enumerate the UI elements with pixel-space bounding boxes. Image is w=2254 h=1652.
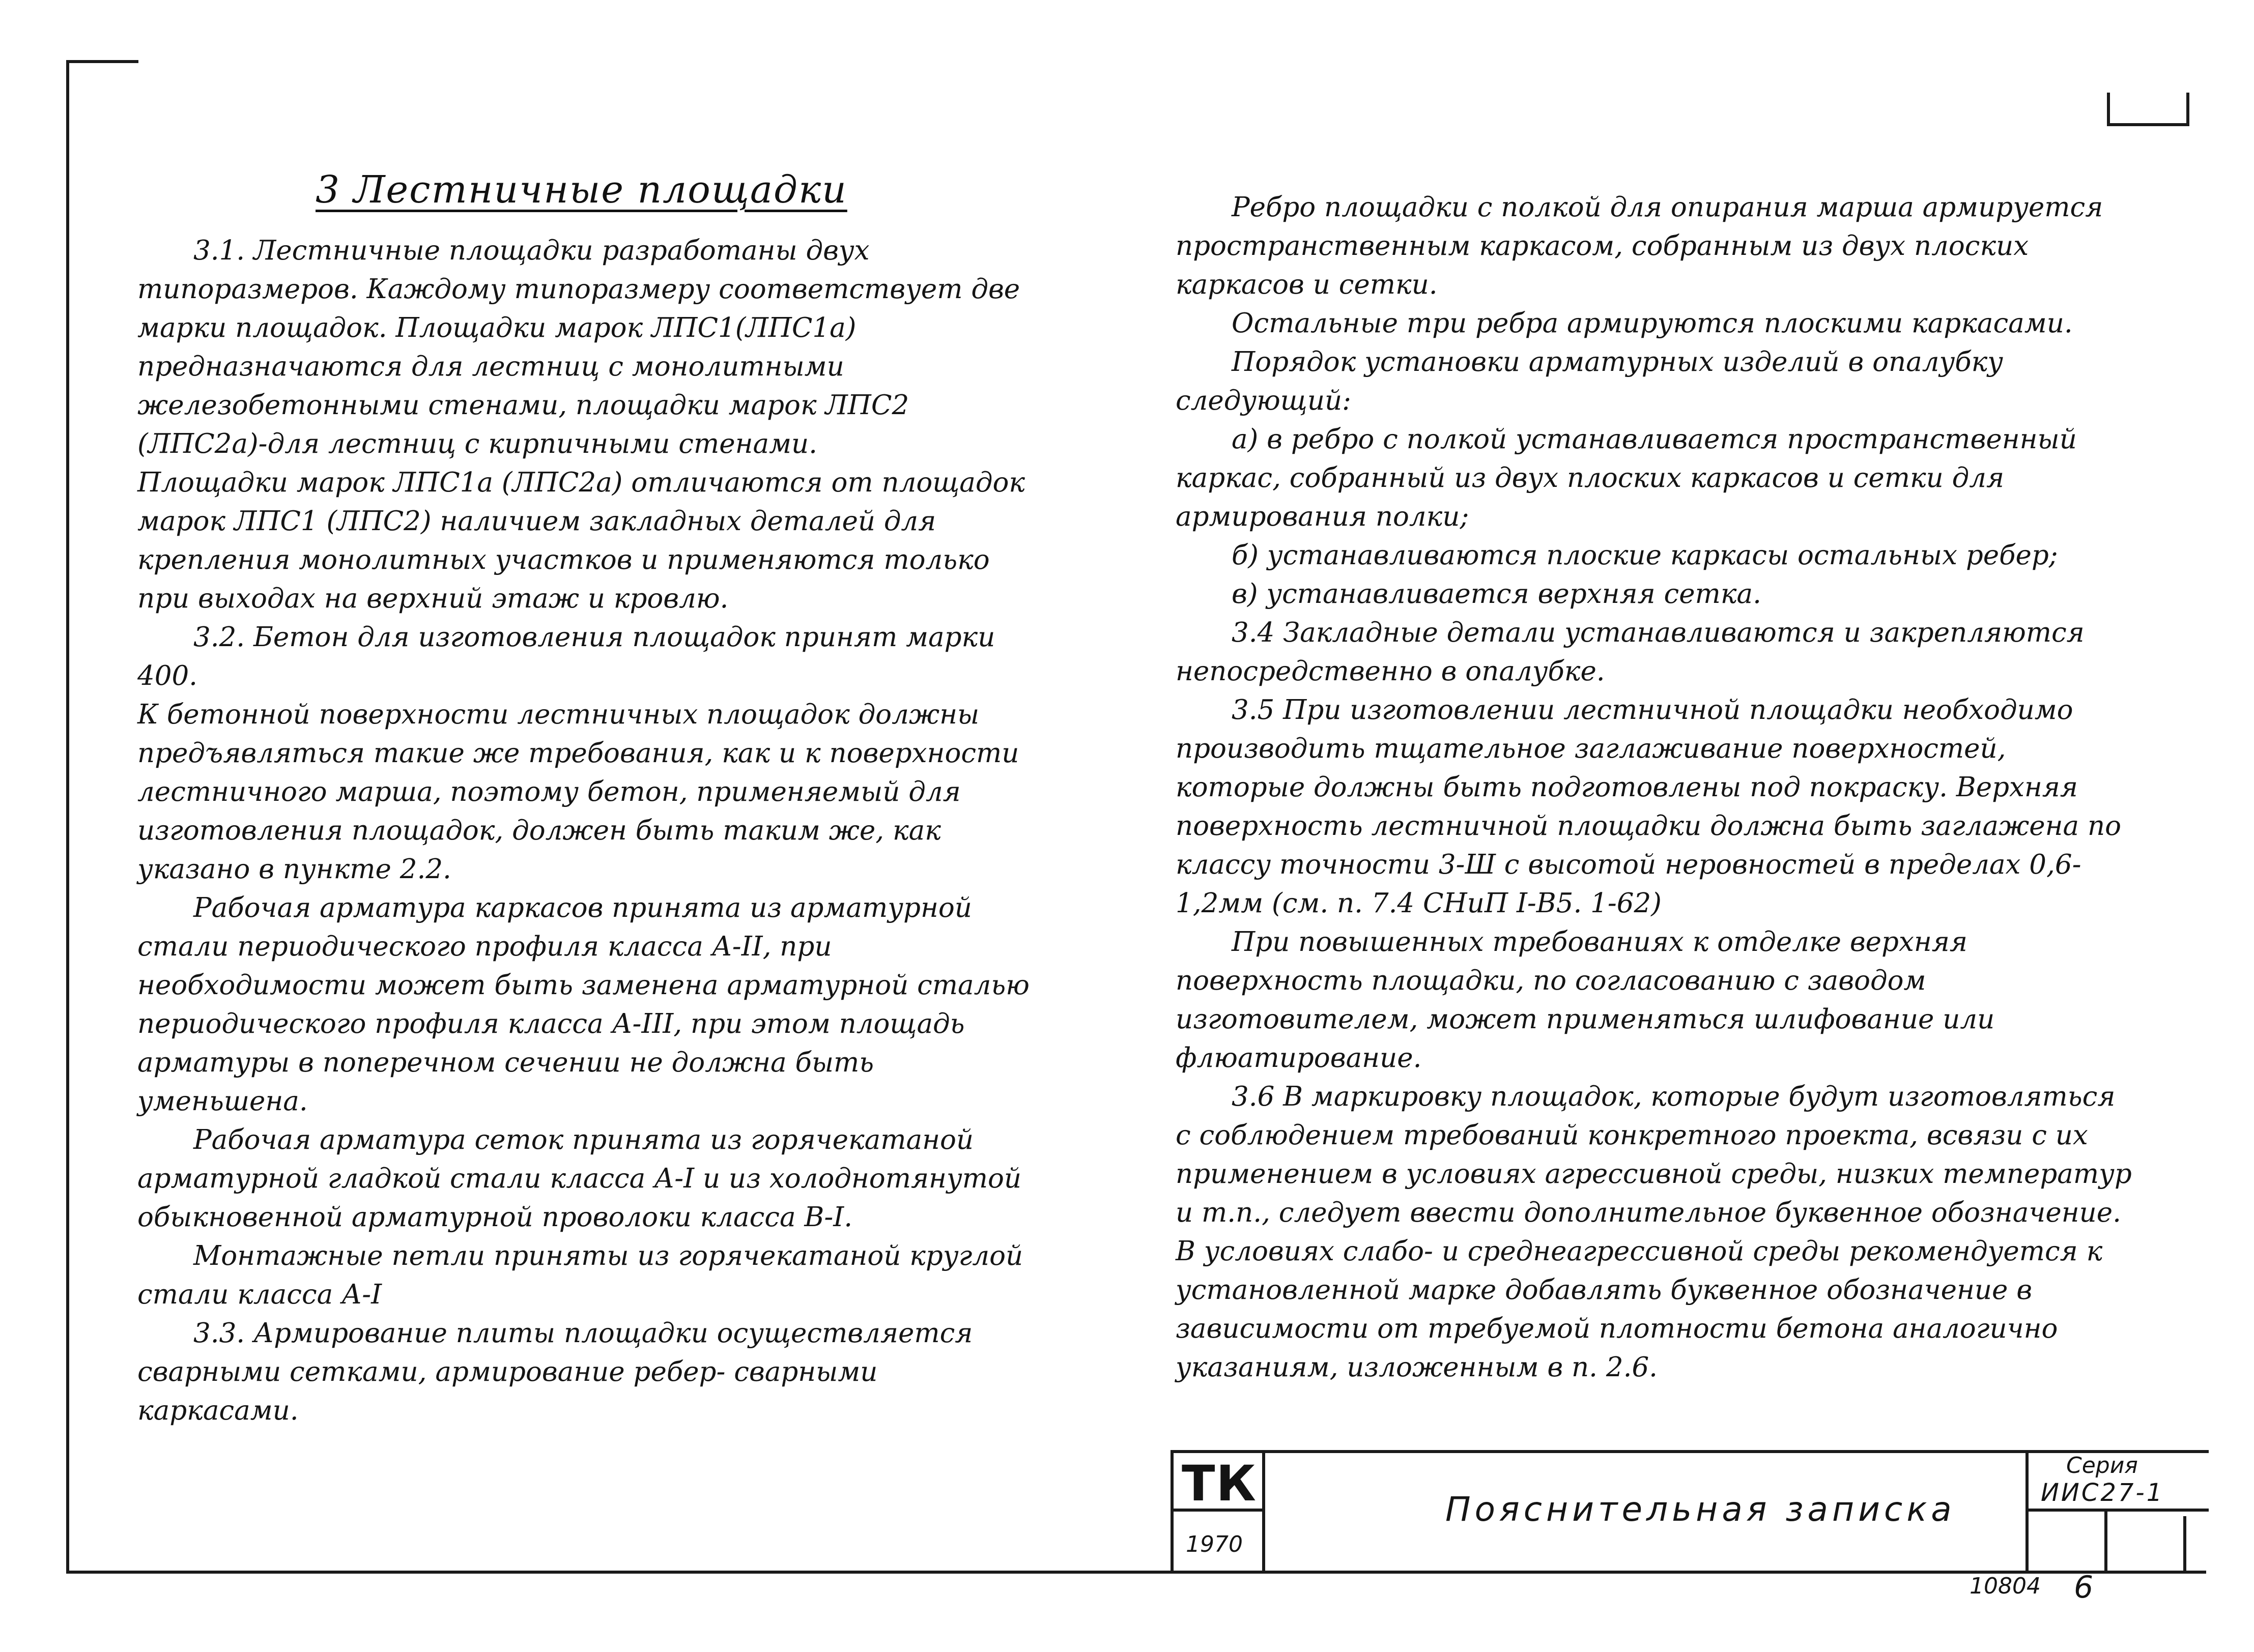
stamp-doc-title: Пояснительная записка — [1445, 1490, 1956, 1529]
stamp-series-split — [2104, 1509, 2107, 1572]
left-paragraph-5: Рабочая арматура каркасов принята из арматурной стали периодического профиля класса А-II, при необходимости может быть заменена арматурной сталью периодического профиля класса А-III, при этом площадь арматуры в поперечном сечении не должна быть уменьшена. — [137, 892, 1030, 1117]
right-paragraph-7: 3.4 Закладные детали устанавливаются и закрепляются непосредственно в опалубке. — [1176, 617, 2085, 687]
stamp-series-label: Серия — [2066, 1453, 2138, 1479]
frame-corner-mark — [2107, 93, 2189, 126]
title-block — [1171, 1450, 2209, 1572]
right-paragraph-6: в) устанавливается верхняя сетка. — [1232, 578, 1761, 610]
left-paragraph-7: Монтажные петли приняты из горячекатаной круглой стали класса А-I — [137, 1240, 1023, 1310]
right-paragraph-4: а) в ребро с полкой устанавливается пространственный каркас, собранный из двух плоских каркасов и сетки для армирования полки; — [1176, 424, 2077, 532]
right-paragraph-10: 3.6 В маркировку площадок, которые будут изготовляться с соблюдением требований конкретного проекта, всвязи с их применением в условиях агрессивной среды, низких температур и т.п., следует ввести дополнительное буквенное обозначение. — [1176, 1081, 2132, 1228]
right-paragraph-8: 3.5 При изготовлении лестничной площадки необходимо производить тщательное заглаживание поверхностей, которые должны быть подготовлены под покраску. Верхняя поверхность лестничной площадки должна быть заглажена по классу точности 3-Ш с высотой неровностей в пределах 0,6-1,2мм (см. п. 7.4 СНиП I-В5. 1-62) — [1176, 694, 2122, 919]
right-column — [1176, 188, 2137, 1387]
left-paragraph-3: 3.2. Бетон для изготовления площадок принят марки 400. — [137, 622, 995, 691]
right-paragraph-9: При повышенных требованиях к отделке верхняя поверхность площадки, по согласованию с заводом изготовителем, может применяться шлифование или флюатирование. — [1176, 926, 1995, 1074]
section-title: 3 Лестничные площадки — [316, 168, 847, 212]
frame-left-line — [66, 60, 69, 1574]
stamp-org: ТК — [1182, 1455, 1257, 1512]
left-paragraph-8: 3.3. Армирование плиты площадки осуществляется сварными сетками, армирование ребер- сварными каркасами. — [137, 1318, 973, 1426]
inventory-number: 10804 — [1970, 1573, 2041, 1599]
right-paragraph-3: Порядок установки арматурных изделий в опалубку следующий: — [1176, 346, 2003, 416]
left-paragraph-1: 3.1. Лестничные площадки разработаны двух типоразмеров. Каждому типоразмеру соответствует две марки площадок. Площадки марок ЛПС1(ЛПС1а) предназначаются для лестниц с монолитными железобетонными стенами, площадки марок ЛПС2 (ЛПС2а)-для лестниц с кирпичными стенами. — [137, 235, 1020, 459]
left-paragraph-2: Площадки марок ЛПС1а (ЛПС2а) отличаются от площадок марок ЛПС1 (ЛПС2) наличием закладных деталей для крепления монолитных участков и применяются только при выходах на верхний этаж и кровлю. — [137, 467, 1025, 614]
stamp-divider-1 — [1262, 1450, 1265, 1572]
stamp-series-underline — [2025, 1509, 2209, 1512]
frame-top-line — [67, 60, 138, 63]
page-number: 6 — [2074, 1570, 2094, 1605]
left-paragraph-4: К бетонной поверхности лестничных площадок должны предъявляться такие же требования, как и к поверхности лестничного марша, поэтому бетон, применяемый для изготовления площадок, должен быть таким же, как указано в пункте 2.2. — [137, 699, 1019, 885]
right-paragraph-11: В условиях слабо- и среднеагрессивной среды рекомендуется к установленной марке добавлять буквенное обозначение в зависимости от требуемой плотности бетона аналогично указаниям, изложенным в п. 2.6. — [1176, 1236, 2103, 1383]
left-column — [137, 231, 1033, 1430]
right-paragraph-2: Остальные три ребра армируются плоскими каркасами. — [1232, 308, 2073, 339]
left-paragraph-6: Рабочая арматура сеток принята из горячекатаной арматурной гладкой стали класса А-I и из холоднотянутой обыкновенной арматурной проволоки класса В-I. — [137, 1124, 1021, 1233]
right-paragraph-1: Ребро площадки с полкой для опирания марша армируется пространственным каркасом, собранным из двух плоских каркасов и сетки. — [1176, 192, 2103, 300]
right-paragraph-5: б) устанавливаются плоские каркасы остальных ребер; — [1232, 540, 2058, 571]
stamp-series-value: ИИС27-1 — [2041, 1479, 2164, 1507]
stamp-top-line — [1171, 1450, 2209, 1453]
stamp-year: 1970 — [1186, 1531, 1243, 1557]
